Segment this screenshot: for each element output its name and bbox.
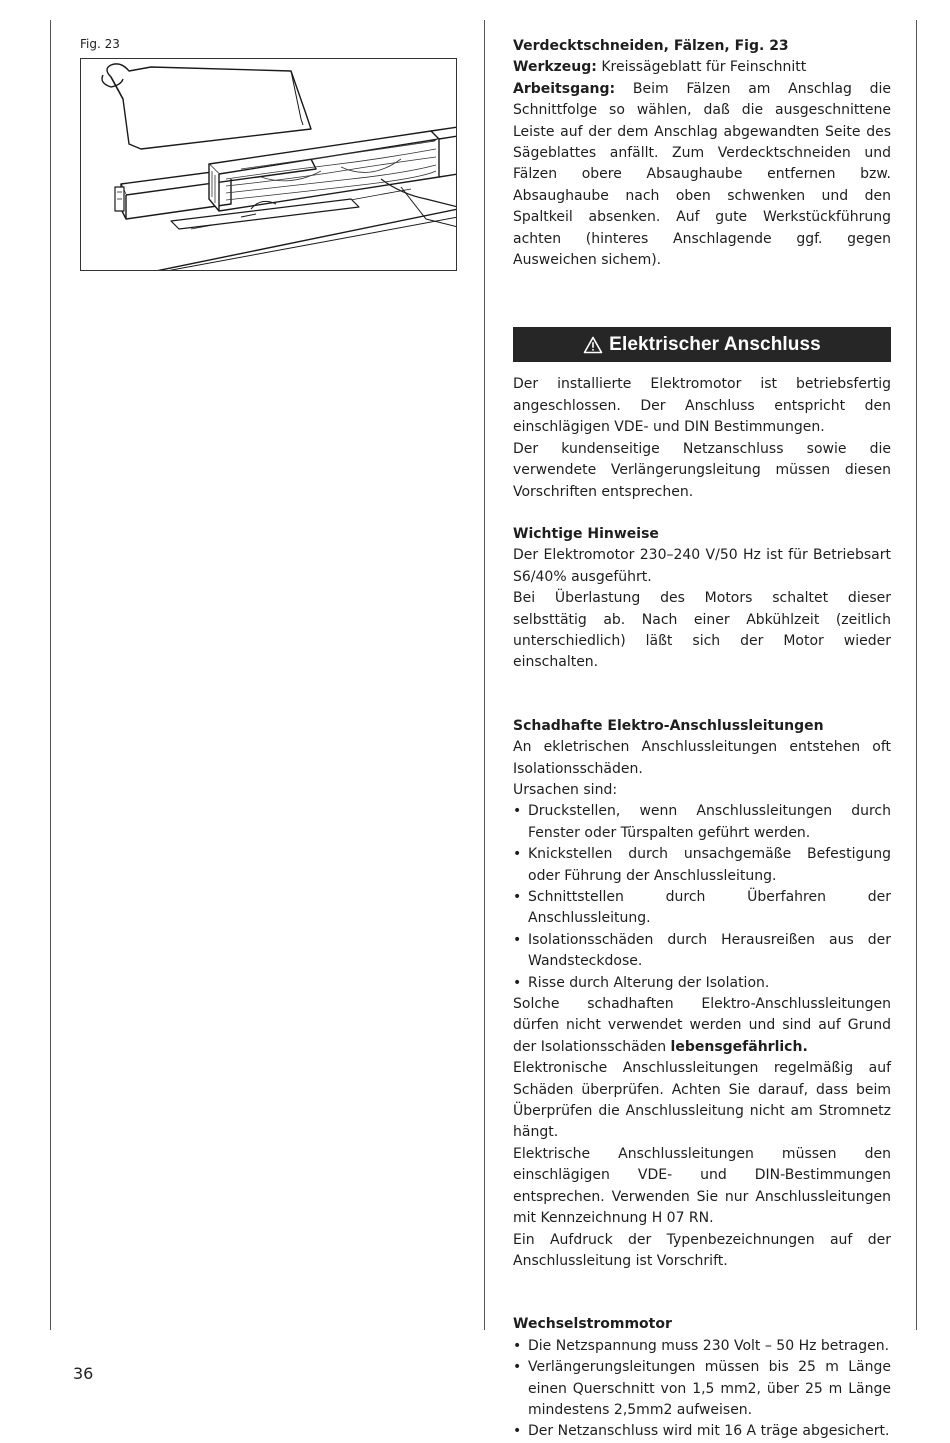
- notes-heading: Wichtige Hinweise: [513, 525, 659, 542]
- list-item: • Isolationsschäden durch Herausreißen aus der Wandsteckdose.: [513, 930, 891, 973]
- center-column-rule: [484, 20, 485, 1330]
- damaged-standards-paragraph: Elektrische Anschlussleitungen müssen den einschlägigen VDE- und DIN-Bestimmungen entsprechen. Verwenden Sie nur Anschlussleitungen mit Kennzeichnung H 07 RN.: [513, 1145, 891, 1227]
- ac-motor-heading: Wechselstrommotor: [513, 1316, 672, 1333]
- electrical-paragraph-1: Der installierte Elektromotor ist betriebsfertig angeschlossen. Der Anschluss entspricht den einschlägigen VDE- und DIN Bestimmungen.: [513, 376, 891, 436]
- fig23-heading: Verdecktschneiden, Fälzen, Fig. 23: [513, 38, 789, 54]
- figure-label: Fig. 23: [80, 37, 120, 51]
- notes-paragraph-2: Bei Überlastung des Motors schaltet dieser selbsttätig ab. Nach einer Abkühlzeit (zeitlich unterschiedlich) läßt sich der Motor wieder einschalten.: [513, 590, 891, 671]
- list-item: • Der Netzanschluss wird mit 16 A träge abgesichert.: [513, 1421, 891, 1442]
- tool-paragraph: [513, 57, 891, 78]
- damaged-causes-label: Ursachen sind:: [513, 781, 618, 798]
- list-item: • Schnittstellen durch Überfahren der Anschlussleitung.: [513, 887, 891, 930]
- right-text-column: [513, 36, 891, 1443]
- list-item: • Verlängerungsleitungen müssen bis 25 m Länge einen Querschnitt von 1,5 mm2, über 25 m Länge mindestens 2,5mm2 aufweisen.: [513, 1357, 891, 1421]
- damaged-warning-text: Solche schadhaften Elektro-Anschlussleitungen dürfen nicht verwendet werden und sind auf Grund der Isolationsschäden: [513, 996, 891, 1055]
- electrical-paragraph-2: Der kundenseitige Netzanschluss sowie die verwendete Verlängerungsleitung müssen diesen Vorschriften entsprechen.: [513, 440, 891, 500]
- damaged-warning-bold: lebensgefährlich.: [670, 1038, 808, 1055]
- procedure-text: Beim Fälzen am Anschlag die Schnittfolge so wählen, daß die ausgeschnittene Leiste auf der dem Anschlag abgewandten Seite des Sägeblattes anfällt. Zum Verdecktschneiden und Fälzen obere Absaughaube entfernen bzw. Absaughaube nach oben schwenken und den Spaltkeil absenken. Auf gute Werkstückführung achten (hinteres Anschlagende ggf. gegen Ausweichen sichem).: [513, 80, 891, 269]
- list-item: • Knickstellen durch unsachgemäße Befestigung oder Führung der Anschlussleitung.: [513, 844, 891, 887]
- banner-title: Elektrischer Anschluss: [609, 334, 821, 356]
- list-item: • Druckstellen, wenn Anschlussleitungen durch Fenster oder Türspalten geführt werden.: [513, 801, 891, 844]
- ac-motor-list: [513, 1336, 891, 1443]
- damaged-heading: Schadhafte Elektro-Anschlussleitungen: [513, 717, 824, 734]
- procedure-label: Arbeitsgang:: [513, 80, 616, 97]
- damaged-imprint-paragraph: Ein Aufdruck der Typenbezeichnungen auf der Anschlussleitung ist Vorschrift.: [513, 1231, 891, 1269]
- section-banner: [513, 327, 891, 362]
- list-item: • Die Netzspannung muss 230 Volt – 50 Hz betragen.: [513, 1336, 891, 1357]
- damaged-intro: An ekletrischen Anschlussleitungen entstehen oft Isolationsschäden.: [513, 739, 891, 777]
- damaged-causes-list: [513, 801, 891, 994]
- tool-label: Werkzeug:: [513, 59, 597, 76]
- procedure-paragraph: [513, 79, 891, 272]
- tool-text: Kreissägeblatt für Feinschnitt: [596, 59, 807, 76]
- right-column-rule: [916, 20, 917, 1330]
- figure-23-illustration: [80, 58, 457, 271]
- page-number: 36: [73, 1364, 94, 1383]
- notes-paragraph-1: Der Elektromotor 230–240 V/50 Hz ist für Betriebsart S6/40% ausgeführt.: [513, 547, 891, 585]
- list-item: • Risse durch Alterung der Isolation.: [513, 973, 891, 994]
- damaged-check-paragraph: Elektronische Anschlussleitungen regelmäßig auf Schäden überprüfen. Achten Sie darauf, dass beim Überprüfen die Anschlussleitung nicht am Stromnetz hängt.: [513, 1060, 891, 1141]
- damaged-warning-paragraph: [513, 994, 891, 1058]
- warning-triangle-icon: [583, 336, 603, 354]
- left-column-rule: [50, 20, 51, 1330]
